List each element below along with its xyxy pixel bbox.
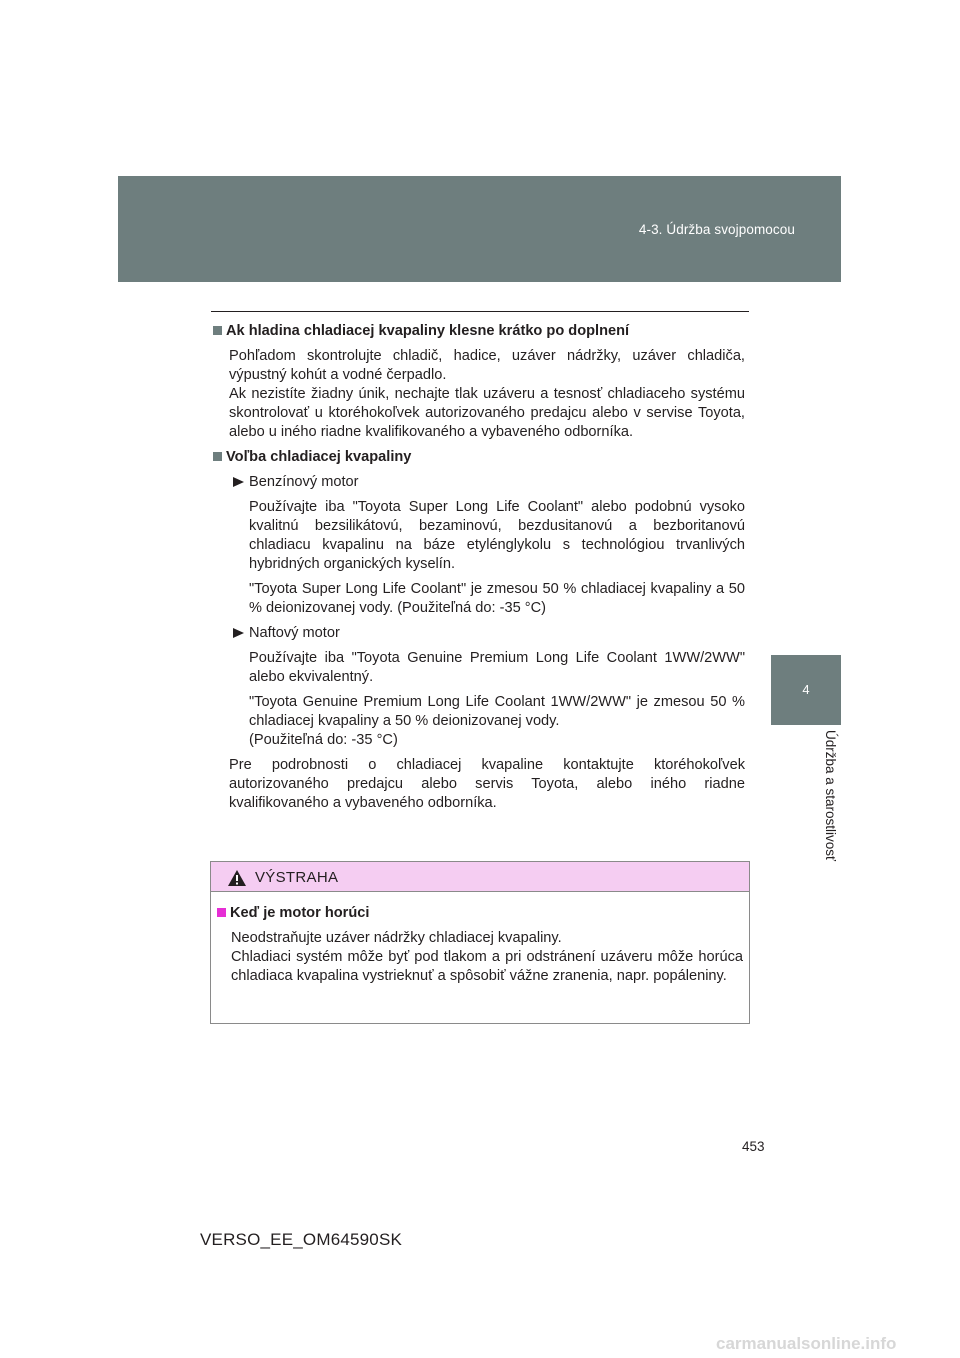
- warning-box: [210, 861, 750, 1024]
- chapter-tab: [771, 655, 841, 725]
- warning-heading: Keď je motor horúci: [217, 904, 743, 923]
- warning-header: [211, 862, 749, 892]
- petrol-paragraph-1: Používajte iba "Toyota Super Long Life Coolant" alebo podobnú vysoko kvalitnú bezsilikátovú, bezaminovú, bezdusitanovú a bezboritanovú chladiacu kvapalinu na báze etylénglykolu s technológiou trvanlivých hybridných organických kyselín.: [249, 499, 745, 572]
- section-heading-coolant-choice: Voľba chladiacej kvapaliny: [213, 448, 745, 467]
- top-rule: [211, 311, 749, 312]
- page-number: 453: [742, 1139, 765, 1154]
- square-bullet-icon: [217, 908, 226, 917]
- diesel-paragraph-2: "Toyota Genuine Premium Long Life Coolant 1WW/2WW" je zmesou 50 % chladiacej kvapaliny a 50 % deionizovanej vody. (Použiteľná do: -35 °C): [249, 694, 745, 748]
- chapter-title: Údržba a starostlivosť: [823, 730, 838, 862]
- section-title: 4-3. Údržba svojpomocou: [638, 222, 795, 237]
- closing-paragraph: Pre podrobnosti o chladiacej kvapaline kontaktujte ktoréhokoľvek autorizovaného predajcu alebo servis Toyota, alebo iného riadne kvalifikovaného a vybaveného odborníka.: [229, 757, 745, 811]
- warning-body: [211, 892, 749, 986]
- chapter-number: 4: [802, 682, 810, 697]
- warning-triangle-icon: [227, 869, 247, 887]
- diesel-engine-label: Naftový motor: [233, 624, 745, 643]
- section-heading-low-coolant: Ak hladina chladiacej kvapaliny klesne krátko po doplnení: [213, 322, 745, 341]
- diesel-paragraph-1: Používajte iba "Toyota Genuine Premium Long Life Coolant 1WW/2WW" alebo ekvivalentný.: [249, 650, 745, 685]
- document-code: VERSO_EE_OM64590SK: [200, 1230, 403, 1249]
- main-content: [213, 322, 745, 813]
- low-coolant-paragraph: Pohľadom skontrolujte chladič, hadice, uzáver nádržky, uzáver chladiča, výpustný kohút a vodné čerpadlo. Ak nezistíte žiadny únik, nechajte tlak uzáveru a tesnosť chladiaceho systému skontrolovať u ktoréhokoľvek autorizovaného predajcu alebo v servise Toyota, alebo u iného riadne kvalifikovaného a vybaveného odborníka.: [229, 348, 745, 440]
- square-bullet-icon: [213, 452, 222, 461]
- header-band: [118, 176, 841, 282]
- warning-title: VÝSTRAHA: [255, 869, 339, 886]
- triangle-bullet-icon: [233, 477, 244, 487]
- square-bullet-icon: [213, 326, 222, 335]
- petrol-engine-label: Benzínový motor: [233, 473, 745, 492]
- triangle-bullet-icon: [233, 628, 244, 638]
- warning-paragraph: Neodstraňujte uzáver nádržky chladiacej kvapaliny. Chladiaci systém môže byť pod tlakom a pri odstránení uzáveru môže horúca chladiaca kvapalina vystrieknuť a spôsobiť vážne zranenia, napr. popáleniny.: [231, 930, 743, 984]
- petrol-paragraph-2: "Toyota Super Long Life Coolant" je zmesou 50 % chladiacej kvapaliny a 50 % deionizovanej vody. (Použiteľná do: -35 °C): [249, 581, 745, 616]
- watermark: carmanualsonline.info: [716, 1334, 897, 1353]
